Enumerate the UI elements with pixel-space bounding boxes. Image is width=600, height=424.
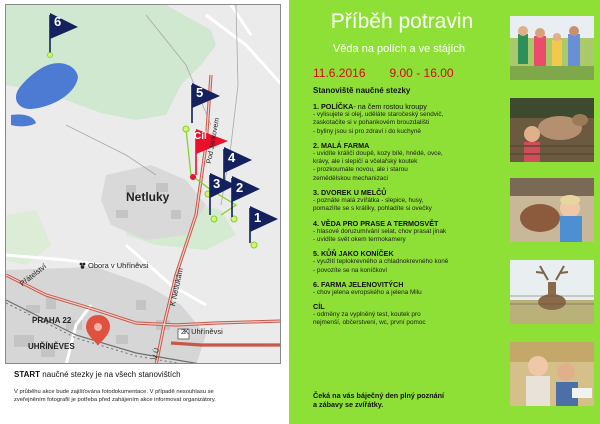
station-1 [313,102,499,136]
station-line: - využití teplokrevného a chladnokrevného koně [313,258,449,266]
photo-child-reward [510,342,594,406]
station-2 [313,141,499,183]
photo-child-animal [510,178,594,242]
trail-map [5,4,281,364]
netluky-label: Netluky [126,190,170,204]
station-line: - uvidíte svět okem termokamery [313,235,406,243]
station-title: 3. DVOREK U MELČŮ [313,188,387,198]
station-title: 2. MALÁ FARMA [313,140,370,150]
date-time [313,66,454,80]
station-line: zaskotačíte si v pohankovém brouzdališti [313,119,430,127]
photo-note [14,389,282,404]
station-6 [313,280,499,297]
cil-flag-label: Cíl [194,131,207,142]
start-bold: START [14,370,41,379]
station-line: - chov jelena evropského a jelena Milu [313,288,422,296]
page-title: Příběh potravin [330,10,474,33]
program-panel [289,0,504,424]
start-line [14,370,181,379]
photo-note-line: V průběhu akce bude zajišťována fotodokumentace. V případě nesouhlasu se [14,389,214,395]
station-line: - vylisujete si olej, uděláte staročeský sendvič, [313,111,444,118]
flag-3-number: 3 [213,176,221,191]
station-line: - byliny jsou si pro zdraví i do kuchyně [313,127,421,135]
photo-note-line: zveřejněním fotografií je potřeba před zahájením akce informovat organizátory. [14,396,216,403]
station-line: nejmenší, občerstvení, wc, první pomoc [313,319,426,327]
station-title: CÍL [313,302,325,312]
station-line: pomazlíte se s králíky, pohladíte si ovečky [313,205,432,213]
photo-deer [510,260,594,324]
pod-jankovem-label: Pod Jankovem [206,117,221,165]
praha22-label: PRAHA 22 [32,316,72,325]
stations-list [313,102,499,333]
station-line: - uvidíte králičí doupě, kozy bílé, hnědé, ovce, [313,149,443,157]
event-date: 11.6.2016 [313,66,366,80]
station-line: zemědělskou mechanizaci [313,174,388,182]
uhrineves-label: UHŘÍNĚVES [28,342,75,351]
flag-1-number: 1 [254,210,262,225]
start-rest: naučné stezky je na všech stanovištích [40,370,181,379]
stations-heading: Stanoviště naučné stezky [313,86,411,95]
station-4 [313,219,499,245]
station-line: - hlasové doruzumívání selat, chov prasat jinak [313,227,447,235]
station-line: - prozkoumáte novou, ale i starou [313,166,408,174]
v-u-label: V Ú [152,347,161,361]
station-cil [313,302,499,328]
station-title: 1. POLÍČKA [313,102,354,111]
pratelstvi-label: Přátelství [18,261,49,289]
obora-label: Obora v Uhříněvsi [88,261,149,270]
k-uhrinevsi-label: K Uhříněvsi [184,327,223,336]
flag-5-number: 5 [196,85,204,100]
pond [11,114,36,126]
station-line: krávy, ale i slepičí a včelařský koutek [313,158,418,166]
photo-goats [510,98,594,162]
photo-kids-field [510,16,594,80]
page-subtitle: Věda na polích a ve stájích [332,43,466,55]
station-title: 6. FARMA JELENOVITÝCH [313,279,404,289]
closing-line: a zábavy se zvířátky. [313,400,384,410]
road-number-label: 2 [181,329,185,336]
station-5 [313,249,499,275]
station-title: 5. KŮŇ JAKO KONÍČEK [313,249,394,259]
station-subtitle: - na čem rostou kroupy [353,102,427,111]
station-line: - povozíte se na koníčkovi [313,266,387,274]
station-title: 4. VĚDA PRO PRASE A TERMOSVĚT [313,218,439,228]
station-line: - poznáte malá zvířátka - slepice, husy, [313,197,424,205]
flag-6-number: 6 [54,14,62,29]
closing-line: Čeká na vás báječný den plný poznání [313,391,445,400]
station-line: - odměny za vyplněný test, koutek pro [313,311,421,319]
photo-strip [504,0,600,424]
event-time: 9.00 - 16.00 [389,66,454,80]
flag-4-number: 4 [228,150,236,165]
closing-text [313,391,499,410]
k-netlukam-label: K Netlukám [168,267,185,307]
flag-2-number: 2 [236,180,244,195]
station-3 [313,188,499,214]
